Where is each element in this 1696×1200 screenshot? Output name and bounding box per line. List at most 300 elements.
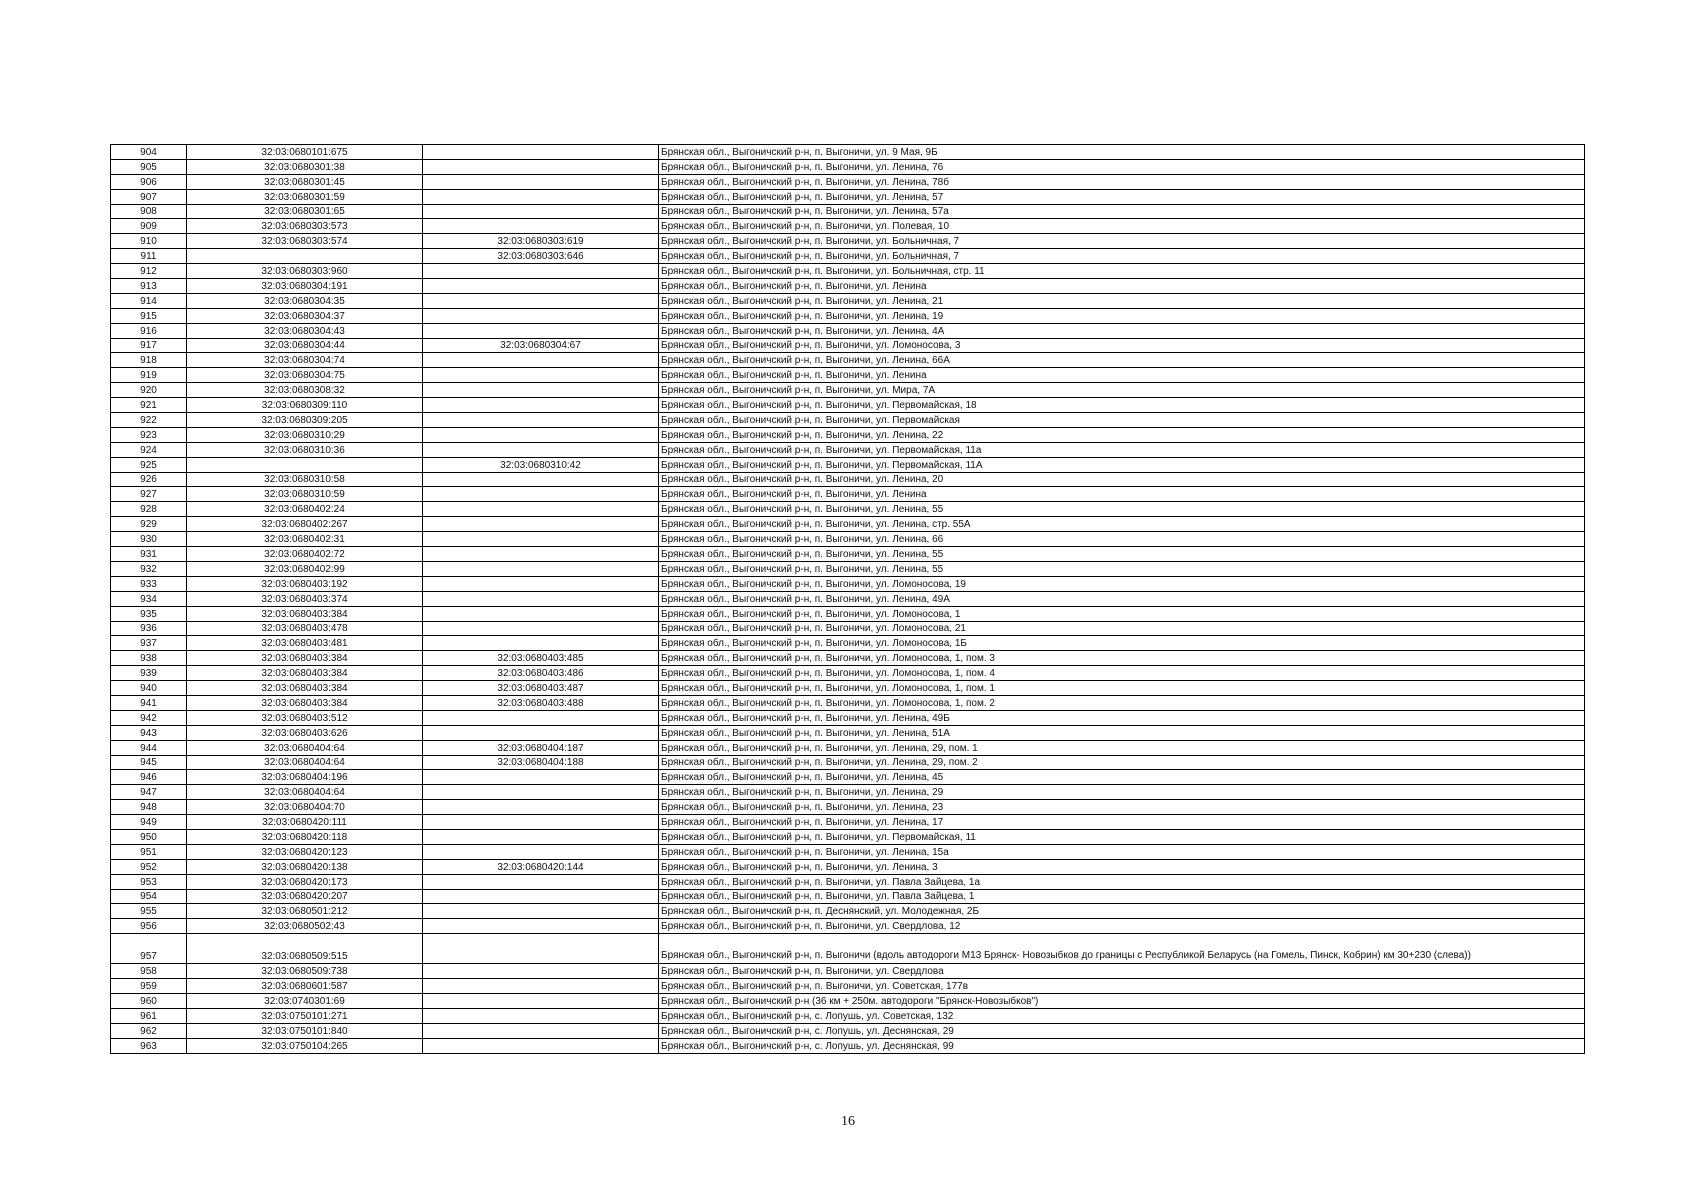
row-number-cell: 940 [111,681,187,696]
related-cadastral-number-cell [423,427,659,442]
related-cadastral-number-cell [423,829,659,844]
cadastral-number-cell: 32:03:0680301:45 [187,174,423,189]
address-cell: Брянская обл., Выгоничский р-н, п. Выгоничи, ул. Ленина, 22 [659,427,1585,442]
address-cell: Брянская обл., Выгоничский р-н, п. Выгоничи, ул. Ленина, 66 [659,532,1585,547]
cadastral-number-cell: 32:03:0680304:37 [187,308,423,323]
related-cadastral-number-cell [423,844,659,859]
row-number-cell: 914 [111,293,187,308]
row-number-cell: 906 [111,174,187,189]
cadastral-number-cell: 32:03:0680509:738 [187,964,423,979]
table-row [111,383,1585,398]
address-cell: Брянская обл., Выгоничский р-н, п. Выгоничи, ул. Ленина, 20 [659,472,1585,487]
address-cell: Брянская обл., Выгоничский р-н, п. Выгоничи, ул. Ленина, стр. 55А [659,517,1585,532]
related-cadastral-number-cell [423,815,659,830]
related-cadastral-number-cell [423,159,659,174]
cadastral-number-cell: 32:03:0680420:111 [187,815,423,830]
related-cadastral-number-cell [423,323,659,338]
related-cadastral-number-cell: 32:03:0680420:144 [423,859,659,874]
table-row [111,279,1585,294]
address-cell: Брянская обл., Выгоничский р-н, п. Выгоничи, ул. Павла Зайцева, 1а [659,874,1585,889]
table-row [111,487,1585,502]
table-row [111,219,1585,234]
address-cell: Брянская обл., Выгоничский р-н, п. Выгоничи, ул. Ленина, 66А [659,353,1585,368]
row-number-cell: 928 [111,502,187,517]
related-cadastral-number-cell [423,636,659,651]
cadastral-number-cell: 32:03:0680403:192 [187,576,423,591]
row-number-cell: 927 [111,487,187,502]
address-cell: Брянская обл., Выгоничский р-н, п. Выгоничи, ул. Ленина, 55 [659,561,1585,576]
address-cell: Брянская обл., Выгоничский р-н, с. Лопушь, ул. Советская, 132 [659,1008,1585,1023]
cadastral-number-cell: 32:03:0680310:58 [187,472,423,487]
table-row [111,859,1585,874]
row-number-cell: 904 [111,145,187,160]
row-number-cell: 959 [111,979,187,994]
row-number-cell: 925 [111,457,187,472]
cadastral-number-cell: 32:03:0750101:840 [187,1023,423,1038]
table-row [111,889,1585,904]
address-cell: Брянская обл., Выгоничский р-н (36 км + 250м. автодороги "Брянск-Новозыбков") [659,993,1585,1008]
related-cadastral-number-cell [423,725,659,740]
row-number-cell: 917 [111,338,187,353]
cadastral-number-cell: 32:03:0680309:110 [187,398,423,413]
table-row [111,993,1585,1008]
related-cadastral-number-cell [423,1038,659,1053]
address-cell: Брянская обл., Выгоничский р-н, п. Выгоничи, ул. Первомайская, 11А [659,457,1585,472]
address-cell: Брянская обл., Выгоничский р-н, п. Выгоничи, ул. Ленина, 57 [659,189,1585,204]
address-cell: Брянская обл., Выгоничский р-н, п. Выгоничи, ул. Ленина, 55 [659,547,1585,562]
cadastral-number-cell: 32:03:0680404:70 [187,800,423,815]
table-row [111,1023,1585,1038]
row-number-cell: 908 [111,204,187,219]
related-cadastral-number-cell [423,204,659,219]
row-number-cell: 929 [111,517,187,532]
cadastral-number-cell: 32:03:0680403:384 [187,681,423,696]
table-row [111,770,1585,785]
row-number-cell: 947 [111,785,187,800]
row-number-cell: 920 [111,383,187,398]
related-cadastral-number-cell: 32:03:0680403:485 [423,651,659,666]
address-cell: Брянская обл., Выгоничский р-н, п. Выгоничи, ул. Ленина [659,487,1585,502]
page-number: 16 [841,1114,855,1129]
cadastral-number-cell: 32:03:0680403:384 [187,666,423,681]
related-cadastral-number-cell [423,398,659,413]
cadastral-number-cell: 32:03:0740301:69 [187,993,423,1008]
address-cell: Брянская обл., Выгоничский р-н, п. Выгоничи, ул. Ленина, 29 [659,785,1585,800]
table-row [111,934,1585,964]
cadastral-number-cell: 32:03:0680304:75 [187,368,423,383]
row-number-cell: 907 [111,189,187,204]
cadastral-number-cell: 32:03:0680303:960 [187,264,423,279]
row-number-cell: 922 [111,413,187,428]
address-cell: Брянская обл., Выгоничский р-н, п. Выгоничи, ул. Больничная, стр. 11 [659,264,1585,279]
table-row [111,308,1585,323]
address-cell: Брянская обл., Выгоничский р-н, п. Выгоничи, ул. Первомайская, 18 [659,398,1585,413]
address-cell: Брянская обл., Выгоничский р-н, п. Деснянский, ул. Молодежная, 2Б [659,904,1585,919]
cadastral-number-cell: 32:03:0680403:478 [187,621,423,636]
related-cadastral-number-cell [423,710,659,725]
row-number-cell: 944 [111,740,187,755]
related-cadastral-number-cell [423,145,659,160]
address-cell: Брянская обл., Выгоничский р-н, п. Выгоничи, ул. Ленина, 19 [659,308,1585,323]
address-cell: Брянская обл., Выгоничский р-н, п. Выгоничи, ул. Больничная, 7 [659,234,1585,249]
cadastral-number-cell: 32:03:0680509:515 [187,934,423,964]
address-cell: Брянская обл., Выгоничский р-н, п. Выгоничи, ул. Ленина, 4А [659,323,1585,338]
address-cell: Брянская обл., Выгоничский р-н, п. Выгоничи, ул. Ленина, 49Б [659,710,1585,725]
cadastral-number-cell: 32:03:0680310:59 [187,487,423,502]
table-row [111,636,1585,651]
row-number-cell: 921 [111,398,187,413]
cadastral-number-cell: 32:03:0680301:59 [187,189,423,204]
cadastral-number-cell: 32:03:0680304:191 [187,279,423,294]
address-cell: Брянская обл., Выгоничский р-н, с. Лопушь, ул. Деснянская, 99 [659,1038,1585,1053]
table-row [111,1008,1585,1023]
table-row [111,979,1585,994]
table-row [111,576,1585,591]
address-cell: Брянская обл., Выгоничский р-н, п. Выгоничи, ул. Ленина, 29, пом. 1 [659,740,1585,755]
row-number-cell: 934 [111,591,187,606]
table-row [111,710,1585,725]
table-row [111,740,1585,755]
cadastral-number-cell: 32:03:0680301:65 [187,204,423,219]
row-number-cell: 951 [111,844,187,859]
address-cell: Брянская обл., Выгоничский р-н, п. Выгоничи, ул. Первомайская [659,413,1585,428]
address-cell: Брянская обл., Выгоничский р-н, п. Выгоничи, ул. Ленина, 3 [659,859,1585,874]
table-row [111,338,1585,353]
cadastral-number-cell: 32:03:0680403:384 [187,606,423,621]
table-row [111,174,1585,189]
table-row [111,249,1585,264]
related-cadastral-number-cell [423,1023,659,1038]
table-row [111,829,1585,844]
address-cell: Брянская обл., Выгоничский р-н, п. Выгоничи, ул. Ленина, 55 [659,502,1585,517]
row-number-cell: 958 [111,964,187,979]
address-cell: Брянская обл., Выгоничский р-н, п. Выгоничи, ул. Больничная, 7 [659,249,1585,264]
table-row [111,561,1585,576]
cadastral-number-cell: 32:03:0680303:573 [187,219,423,234]
related-cadastral-number-cell [423,904,659,919]
related-cadastral-number-cell [423,964,659,979]
row-number-cell: 909 [111,219,187,234]
related-cadastral-number-cell: 32:03:0680404:187 [423,740,659,755]
row-number-cell: 942 [111,710,187,725]
address-cell: Брянская обл., Выгоничский р-н, п. Выгоничи, ул. Ломоносова, 21 [659,621,1585,636]
related-cadastral-number-cell: 32:03:0680304:67 [423,338,659,353]
row-number-cell: 962 [111,1023,187,1038]
cadastral-number-cell: 32:03:0680304:35 [187,293,423,308]
cadastral-number-cell: 32:03:0680304:43 [187,323,423,338]
row-number-cell: 913 [111,279,187,294]
row-number-cell: 943 [111,725,187,740]
cadastral-number-cell: 32:03:0680403:626 [187,725,423,740]
address-cell: Брянская обл., Выгоничский р-н, п. Выгоничи, ул. Ломоносова, 19 [659,576,1585,591]
row-number-cell: 946 [111,770,187,785]
address-cell: Брянская обл., Выгоничский р-н, п. Выгоничи, ул. Ломоносова, 1, пом. 3 [659,651,1585,666]
cadastral-number-cell: 32:03:0680301:38 [187,159,423,174]
row-number-cell: 950 [111,829,187,844]
table-row [111,547,1585,562]
row-number-cell: 915 [111,308,187,323]
address-cell: Брянская обл., Выгоничский р-н, п. Выгоничи, ул. Ленина, 29, пом. 2 [659,755,1585,770]
related-cadastral-number-cell [423,383,659,398]
address-cell: Брянская обл., Выгоничский р-н, п. Выгоничи, ул. Мира, 7А [659,383,1585,398]
row-number-cell: 938 [111,651,187,666]
table-row [111,159,1585,174]
address-cell: Брянская обл., Выгоничский р-н, п. Выгоничи, ул. Ленина, 76 [659,159,1585,174]
row-number-cell: 954 [111,889,187,904]
related-cadastral-number-cell [423,174,659,189]
row-number-cell: 916 [111,323,187,338]
cadastral-number-cell: 32:03:0680601:587 [187,979,423,994]
address-cell: Брянская обл., Выгоничский р-н, п. Выгоничи, ул. Ломоносова, 3 [659,338,1585,353]
related-cadastral-number-cell [423,770,659,785]
address-cell: Брянская обл., Выгоничский р-н, п. Выгоничи, ул. Ломоносова, 1 [659,606,1585,621]
table-row [111,964,1585,979]
related-cadastral-number-cell [423,308,659,323]
cadastral-number-cell: 32:03:0680403:384 [187,695,423,710]
address-cell: Брянская обл., Выгоничский р-н, п. Выгоничи, ул. Полевая, 10 [659,219,1585,234]
cadastral-number-cell: 32:03:0680403:384 [187,651,423,666]
row-number-cell: 912 [111,264,187,279]
related-cadastral-number-cell [423,1008,659,1023]
cadastral-number-cell: 32:03:0680309:205 [187,413,423,428]
cadastral-number-cell [187,249,423,264]
row-number-cell: 933 [111,576,187,591]
table-row [111,427,1585,442]
related-cadastral-number-cell [423,800,659,815]
address-cell: Брянская обл., Выгоничский р-н, п. Выгоничи, ул. Ленина, 57а [659,204,1585,219]
table-row [111,502,1585,517]
cadastral-number-cell: 32:03:0680420:123 [187,844,423,859]
cadastral-number-cell: 32:03:0680310:29 [187,427,423,442]
address-cell: Брянская обл., Выгоничский р-н, п. Выгоничи, ул. Ломоносова, 1, пом. 1 [659,681,1585,696]
related-cadastral-number-cell [423,353,659,368]
table-row [111,785,1585,800]
cadastral-number-cell: 32:03:0680403:512 [187,710,423,725]
cadastral-number-cell: 32:03:0680501:212 [187,904,423,919]
address-cell: Брянская обл., Выгоничский р-н, п. Выгоничи, ул. Павла Зайцева, 1 [659,889,1585,904]
row-number-cell: 952 [111,859,187,874]
cadastral-number-cell: 32:03:0680101:675 [187,145,423,160]
table-row [111,457,1585,472]
table-row [111,621,1585,636]
related-cadastral-number-cell [423,487,659,502]
address-cell: Брянская обл., Выгоничский р-н, п. Выгоничи, ул. 9 Мая, 9Б [659,145,1585,160]
table-row [111,755,1585,770]
table-row [111,695,1585,710]
cadastral-number-cell: 32:03:0680420:173 [187,874,423,889]
address-cell: Брянская обл., Выгоничский р-н, п. Выгоничи, ул. Ленина, 78б [659,174,1585,189]
row-number-cell: 948 [111,800,187,815]
cadastral-number-cell: 32:03:0680308:32 [187,383,423,398]
cadastral-number-cell: 32:03:0680304:74 [187,353,423,368]
table-row [111,145,1585,160]
related-cadastral-number-cell [423,279,659,294]
cadastral-number-cell: 32:03:0680420:118 [187,829,423,844]
table-row [111,919,1585,934]
address-cell: Брянская обл., Выгоничский р-н, п. Выгоничи, ул. Ленина, 15а [659,844,1585,859]
table-row [111,904,1585,919]
related-cadastral-number-cell [423,591,659,606]
related-cadastral-number-cell [423,919,659,934]
table-row [111,189,1585,204]
table-row [111,844,1585,859]
property-register-table [110,144,1585,1054]
address-cell: Брянская обл., Выгоничский р-н, с. Лопушь, ул. Деснянская, 29 [659,1023,1585,1038]
cadastral-number-cell [187,457,423,472]
cadastral-number-cell: 32:03:0680303:574 [187,234,423,249]
cadastral-number-cell: 32:03:0680404:64 [187,785,423,800]
row-number-cell: 910 [111,234,187,249]
related-cadastral-number-cell [423,502,659,517]
cadastral-number-cell: 32:03:0680402:31 [187,532,423,547]
table-row [111,815,1585,830]
table-row [111,725,1585,740]
row-number-cell: 961 [111,1008,187,1023]
table-row [111,353,1585,368]
row-number-cell: 905 [111,159,187,174]
related-cadastral-number-cell [423,264,659,279]
cadastral-number-cell: 32:03:0680404:196 [187,770,423,785]
address-cell: Брянская обл., Выгоничский р-н, п. Выгоничи, ул. Свердлова, 12 [659,919,1585,934]
cadastral-number-cell: 32:03:0680402:72 [187,547,423,562]
table-body [111,145,1585,1054]
related-cadastral-number-cell [423,219,659,234]
address-cell: Брянская обл., Выгоничский р-н, п. Выгоничи, ул. Ленина, 51А [659,725,1585,740]
address-cell: Брянская обл., Выгоничский р-н, п. Выгоничи, ул. Первомайская, 11а [659,442,1585,457]
related-cadastral-number-cell [423,576,659,591]
related-cadastral-number-cell [423,517,659,532]
related-cadastral-number-cell: 32:03:0680403:488 [423,695,659,710]
row-number-cell: 926 [111,472,187,487]
row-number-cell: 960 [111,993,187,1008]
cadastral-number-cell: 32:03:0680420:207 [187,889,423,904]
related-cadastral-number-cell [423,561,659,576]
table-row [111,651,1585,666]
related-cadastral-number-cell: 32:03:0680403:486 [423,666,659,681]
address-cell: Брянская обл., Выгоничский р-н, п. Выгоничи, ул. Советская, 177в [659,979,1585,994]
row-number-cell: 956 [111,919,187,934]
table-row [111,293,1585,308]
address-cell: Брянская обл., Выгоничский р-н, п. Выгоничи (вдоль автодороги М13 Брянск- Новозыбков до границы с Республикой Беларусь (на Гомель, Пинск, Кобрин) км 30+230 (слева)) [659,934,1585,964]
address-cell: Брянская обл., Выгоничский р-н, п. Выгоничи, ул. Ленина, 45 [659,770,1585,785]
table-row [111,681,1585,696]
related-cadastral-number-cell [423,606,659,621]
table-row [111,532,1585,547]
cadastral-number-cell: 32:03:0750101:271 [187,1008,423,1023]
row-number-cell: 918 [111,353,187,368]
table-row [111,874,1585,889]
address-cell: Брянская обл., Выгоничский р-н, п. Выгоничи, ул. Ленина [659,279,1585,294]
table-row [111,368,1585,383]
related-cadastral-number-cell [423,472,659,487]
related-cadastral-number-cell [423,532,659,547]
row-number-cell: 919 [111,368,187,383]
table-row [111,800,1585,815]
cadastral-number-cell: 32:03:0680420:138 [187,859,423,874]
cadastral-number-cell: 32:03:0680402:267 [187,517,423,532]
related-cadastral-number-cell [423,874,659,889]
table-row [111,517,1585,532]
related-cadastral-number-cell [423,368,659,383]
related-cadastral-number-cell [423,413,659,428]
related-cadastral-number-cell: 32:03:0680303:646 [423,249,659,264]
row-number-cell: 939 [111,666,187,681]
related-cadastral-number-cell: 32:03:0680310:42 [423,457,659,472]
cadastral-number-cell: 32:03:0680404:64 [187,755,423,770]
related-cadastral-number-cell [423,442,659,457]
row-number-cell: 937 [111,636,187,651]
row-number-cell: 945 [111,755,187,770]
related-cadastral-number-cell: 32:03:0680403:487 [423,681,659,696]
related-cadastral-number-cell [423,621,659,636]
address-cell: Брянская обл., Выгоничский р-н, п. Выгоничи, ул. Ленина [659,368,1585,383]
cadastral-number-cell: 32:03:0680404:64 [187,740,423,755]
cadastral-number-cell: 32:03:0680402:99 [187,561,423,576]
related-cadastral-number-cell [423,934,659,964]
address-cell: Брянская обл., Выгоничский р-н, п. Выгоничи, ул. Ленина, 21 [659,293,1585,308]
related-cadastral-number-cell [423,293,659,308]
cadastral-number-cell: 32:03:0680304:44 [187,338,423,353]
table-row [111,323,1585,338]
table-row [111,442,1585,457]
row-number-cell: 935 [111,606,187,621]
row-number-cell: 923 [111,427,187,442]
table-row [111,591,1585,606]
row-number-cell: 941 [111,695,187,710]
related-cadastral-number-cell: 32:03:0680404:188 [423,755,659,770]
related-cadastral-number-cell: 32:03:0680303:619 [423,234,659,249]
row-number-cell: 953 [111,874,187,889]
address-cell: Брянская обл., Выгоничский р-н, п. Выгоничи, ул. Ломоносова, 1Б [659,636,1585,651]
table-row [111,398,1585,413]
table-row [111,472,1585,487]
cadastral-number-cell: 32:03:0680403:374 [187,591,423,606]
related-cadastral-number-cell [423,979,659,994]
table-row [111,264,1585,279]
row-number-cell: 931 [111,547,187,562]
row-number-cell: 949 [111,815,187,830]
table-row [111,666,1585,681]
row-number-cell: 957 [111,934,187,964]
table-row [111,204,1585,219]
row-number-cell: 930 [111,532,187,547]
address-cell: Брянская обл., Выгоничский р-н, п. Выгоничи, ул. Первомайская, 11 [659,829,1585,844]
cadastral-number-cell: 32:03:0750104:265 [187,1038,423,1053]
related-cadastral-number-cell [423,189,659,204]
cadastral-number-cell: 32:03:0680310:36 [187,442,423,457]
row-number-cell: 911 [111,249,187,264]
related-cadastral-number-cell [423,785,659,800]
table-row [111,1038,1585,1053]
cadastral-number-cell: 32:03:0680403:481 [187,636,423,651]
address-cell: Брянская обл., Выгоничский р-н, п. Выгоничи, ул. Ленина, 49А [659,591,1585,606]
table-row [111,606,1585,621]
table-row [111,413,1585,428]
address-cell: Брянская обл., Выгоничский р-н, п. Выгоничи, ул. Ломоносова, 1, пом. 2 [659,695,1585,710]
row-number-cell: 963 [111,1038,187,1053]
address-cell: Брянская обл., Выгоничский р-н, п. Выгоничи, ул. Ленина, 17 [659,815,1585,830]
row-number-cell: 932 [111,561,187,576]
row-number-cell: 936 [111,621,187,636]
cadastral-number-cell: 32:03:0680402:24 [187,502,423,517]
related-cadastral-number-cell [423,889,659,904]
row-number-cell: 955 [111,904,187,919]
address-cell: Брянская обл., Выгоничский р-н, п. Выгоничи, ул. Свердлова [659,964,1585,979]
table-row [111,234,1585,249]
related-cadastral-number-cell [423,993,659,1008]
cadastral-number-cell: 32:03:0680502:43 [187,919,423,934]
row-number-cell: 924 [111,442,187,457]
